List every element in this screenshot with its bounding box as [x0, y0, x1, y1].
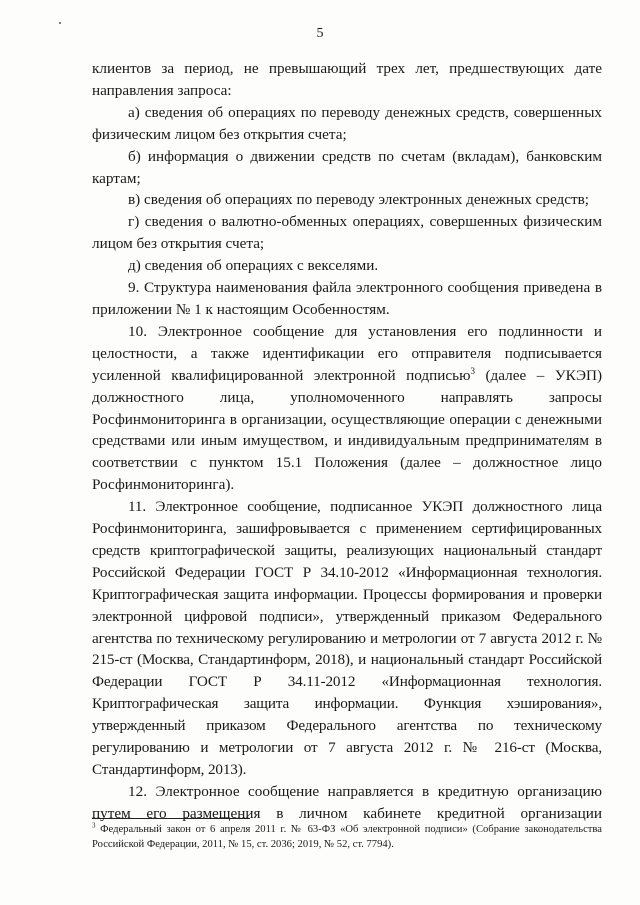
paragraph-9: 9. Структура наименования файла электронного сообщения приведена в приложении № 1 к настоящим Особенностям. [92, 279, 602, 318]
paragraph-item-v: в) сведения об операциях по переводу электронных денежных средств; [128, 191, 590, 209]
footnote-text: Федеральный закон от 6 апреля 2011 г. № 63-ФЗ «Об электронной подписи» (Собрание законодательства Российской Федерации, 2011, № 15, ст. 2036; 2019, № 52, ст. 7794). [92, 824, 602, 850]
page-number: 5 [316, 26, 324, 41]
paragraph-item-d: д) сведения об операциях с векселями. [128, 257, 379, 275]
paragraph-item-g: г) сведения о валютно-обменных операциях, совершенных физическим лицом без открытия счета; [92, 213, 602, 253]
scan-speck [59, 22, 61, 24]
paragraph-item-a: а) сведения об операциях по переводу денежных средств, совершенных физическим лицом без открытия счета; [92, 103, 602, 143]
paragraph-11: 11. Электронное сообщение, подписанное УКЭП должностного лица Росфинмониторинга, зашифровывается с применением сертифицированных средств криптографической защиты, реализующих национальный стандарт Российской Федерации ГОСТ Р 34.10-2012 «Информационная технология. Криптографическая защита информации. Процессы формирования и проверки электронной цифровой подписи», утвержденный приказом Федерального агентства по техническому регулированию и метрологии от 7 августа 2012 г. № 215-ст (Москва, Стандартинформ, 2018), и национальный стандарт Российской Федерации ГОСТ Р 34.11-2012 «Информационная технология. Криптографическая защита информации. Функция хэширования», утвержденный приказом Федерального агентства по техническому регулированию и метрологии от 7 августа 2012 г. № 216-ст (Москва, Стандартинформ, 2013). [92, 498, 602, 778]
paragraph-12: 12. Электронное сообщение направляется в кредитную организацию путем его размещения в личном кабинете кредитной организации [92, 782, 602, 822]
paragraph-item-b: б) информация о движении средств по счетам (вкладам), банковским картам; [92, 147, 602, 187]
footnote [92, 823, 602, 852]
document-body [92, 58, 602, 825]
paragraph-10 [92, 321, 602, 496]
footnote-mark: 3 [92, 821, 96, 830]
paragraph-10-part-2: (далее – УКЭП) должностного лица, уполномоченного направлять запросы Росфинмониторинга в организации, осуществляющие операции с денежными средствами или иным имуществом, и индивидуальным предпринимателям в соответствии с пунктом 15.1 Положения (далее – должностное лицо Росфинмониторинга). [92, 366, 603, 494]
footnote-reference: 3 [470, 365, 475, 376]
footnote-divider [92, 818, 250, 819]
paragraph-10-part-1: 10. Электронное сообщение для установления его подлинности и целостности, а также идентификации его отправителя подписывается усиленной квалифицированной электронной подписью [92, 322, 602, 384]
paragraph-continuation: клиентов за период, не превышающий трех лет, предшествующих дате направления запроса: [92, 60, 602, 99]
